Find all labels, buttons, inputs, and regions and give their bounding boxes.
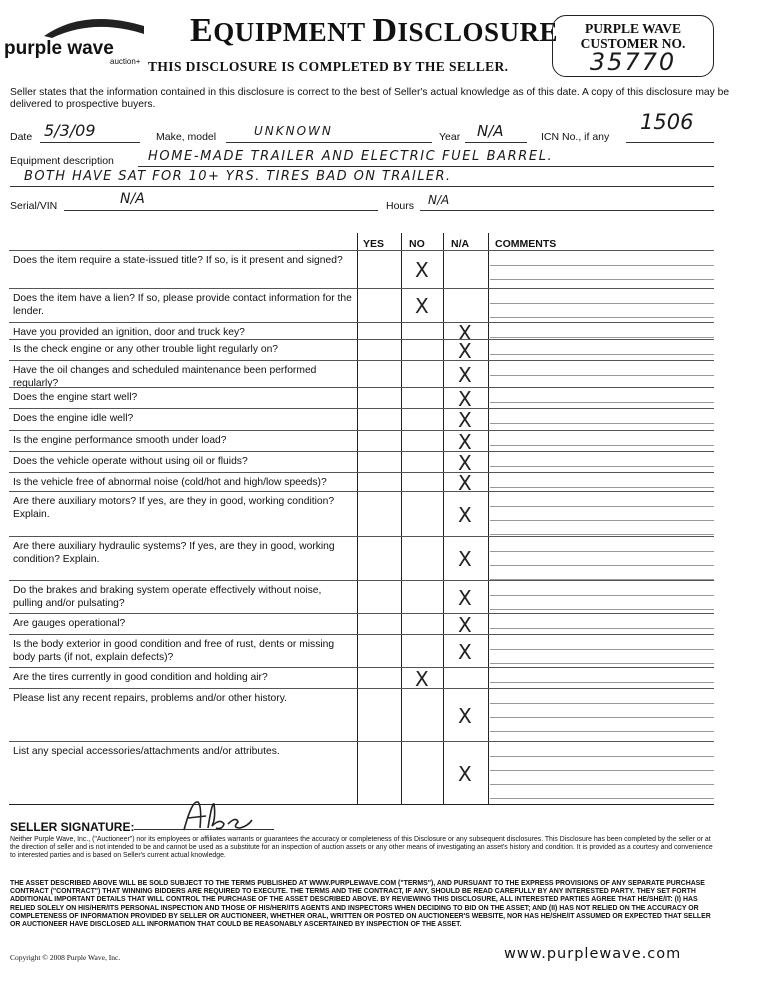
question-text: Have the oil changes and scheduled maintenance been performed regularly? xyxy=(13,365,317,389)
date-field[interactable] xyxy=(40,121,140,143)
answer-mark: X xyxy=(415,666,429,691)
table-row xyxy=(9,321,714,345)
date-label: Date xyxy=(10,131,33,143)
answer-mark: X xyxy=(458,612,472,637)
customer-number: 35770 xyxy=(589,48,677,76)
make-field[interactable] xyxy=(226,126,432,143)
question-text: List any special accessories/attachments and/or attributes. xyxy=(13,746,280,757)
table-row xyxy=(9,387,714,409)
comment-line[interactable] xyxy=(490,756,714,757)
question-text: Is the check engine or any other trouble light regularly on? xyxy=(13,344,279,355)
comment-line[interactable] xyxy=(490,279,714,280)
table-row xyxy=(9,580,714,614)
column-header-comments: COMMENTS xyxy=(495,238,557,250)
question-text: Does the item have a lien? If so, please provide contact information for the lender. xyxy=(13,293,352,317)
answer-mark: X xyxy=(458,362,472,387)
question-text: Is the vehicle free of abnormal noise (cold/hot and high/low speeds)? xyxy=(13,477,327,488)
column-header-yes: YES xyxy=(363,238,385,250)
question-text: Are gauges operational? xyxy=(13,618,126,629)
answer-mark: X xyxy=(415,294,429,318)
comment-line[interactable] xyxy=(490,595,714,596)
comment-line[interactable] xyxy=(490,609,714,610)
table-row xyxy=(9,451,714,473)
legal-terms-text: THE ASSET DESCRIBED ABOVE WILL BE SOLD SUBJECT TO THE TERMS PUBLISHED AT WWW.PURPLEWAVE.COM ("TERMS"), AND PURSUANT TO THE EXPRESS PROVISIONS OF ANY SEPARATE PURCHASE CONTRACT ("CONTRACT") THAT WINNING BIDDERS ARE REQUIRED TO EXECUTE. THE TERMS AND THE CONTRACT, IF ANY, SHOULD BE READ CAREFULLY BY ANY INTERESTED PARTY. THEY SET FORTH ADDITIONAL IMPORTANT DETAILS THAT WILL CONTROL THE PURCHASE OF THE ASSET DESCRIBED ABOVE. BY REVIEWING THIS DISCLOSURE, ALL INTERESTED PARTIES AGREE THAT HE/SHE/IT: (I) HAS RELIED SOLELY ON HIS/HER/ITS PERSONAL INSPECTION AND THOSE OF HIS/HER/ITS AGENTS AND INSPECTORS WHEN DECIDING TO BID ON THE ASSET; AND (II) HAS NOT RELIED ON THE ACCURACY OR COMPLETENESS OF INFORMATION PROVIDED BY SELLER OR AUCTIONEER, WHETHER ORAL, WRITTEN OR POSTED ON AUCTIONEER'S WEBSITE, NOR HAS HE/SHE/IT ASSUMED OR EXPECTED THAT SELLER OR AUCTIONEER HAVE DISCLOSED ALL INFORMATION THAT COULD BE REASONABLY ASCERTAINED BY INSPECTION OF THE ASSET. xyxy=(10,880,711,929)
comment-line[interactable] xyxy=(490,798,714,799)
comment-line[interactable] xyxy=(490,682,714,683)
answer-mark: X xyxy=(458,703,472,728)
answer-mark: X xyxy=(458,386,472,411)
question-text: Is the body exterior in good condition and free of rust, dents or missing body parts (if not, explain defects)? xyxy=(13,639,335,663)
description-value-2: BOTH HAVE SAT FOR 10+ YRS. TIRES BAD ON TRAILER. xyxy=(24,169,452,184)
customer-label-1: PURPLE WAVE xyxy=(585,21,681,36)
hours-value: N/A xyxy=(428,193,450,207)
comment-line[interactable] xyxy=(490,423,714,424)
year-label: Year xyxy=(439,131,461,143)
column-header-na: N/A xyxy=(451,238,470,250)
icn-label: ICN No., if any xyxy=(541,131,610,143)
question-text: Have you provided an ignition, door and truck key? xyxy=(13,327,245,338)
customer-label-2: CUSTOMER NO. xyxy=(580,36,686,51)
answer-mark: X xyxy=(458,408,472,432)
column-header-no: NO xyxy=(409,238,425,250)
year-value: N/A xyxy=(477,122,504,140)
table-row xyxy=(9,471,714,495)
table-row xyxy=(9,613,714,635)
table-row xyxy=(9,688,714,742)
description-field-line-2[interactable] xyxy=(10,169,714,187)
serial-value: N/A xyxy=(120,191,145,207)
question-text: Does the vehicle operate without using oil or fluids? xyxy=(13,456,248,467)
comment-line[interactable] xyxy=(490,628,714,629)
answer-mark: X xyxy=(458,502,472,527)
table-row xyxy=(9,741,714,806)
comment-line[interactable] xyxy=(490,784,714,785)
signature-divider xyxy=(9,804,714,805)
answer-mark: X xyxy=(458,762,472,786)
comment-line[interactable] xyxy=(490,534,714,535)
svg-text:auction+: auction+ xyxy=(110,57,141,66)
icn-value: 1506 xyxy=(640,110,694,134)
seller-signature-label: SELLER SIGNATURE: xyxy=(10,820,135,834)
table-row xyxy=(9,634,714,668)
comment-line[interactable] xyxy=(490,337,714,338)
comment-line[interactable] xyxy=(490,354,714,355)
answer-mark: X xyxy=(458,429,472,454)
disclaimer-text: Neither Purple Wave, Inc., ("Auctioneer") nor its employees or affiliates warrants or guarantees the accuracy or completeness of this Disclosure or any subsequent disclosures. This Disclosure has been completed by the seller or at the direction of seller and is not intended to be and cannot be used as a substitute for an inspection of auction assets or any other means of investigating an asset's history and condition. It is provided as a courtesy and convenience to interested parties and is based on Seller's current actual knowledge. xyxy=(10,836,713,860)
table-row xyxy=(9,250,714,289)
answer-mark: X xyxy=(415,258,429,282)
question-text: Does the engine idle well? xyxy=(13,413,134,424)
table-row xyxy=(9,360,714,388)
serial-field[interactable] xyxy=(64,193,378,211)
question-text: Are the tires currently in good condition and holding air? xyxy=(13,672,268,683)
question-text: Are there auxiliary hydraulic systems? If yes, are they in good, working condition? Explain. xyxy=(13,541,335,565)
table-row xyxy=(9,491,714,537)
comment-line[interactable] xyxy=(490,770,714,771)
comment-line[interactable] xyxy=(490,402,714,403)
question-text: Please list any recent repairs, problems and/or other history. xyxy=(13,693,287,704)
table-row xyxy=(9,288,714,323)
description-field-line-1[interactable] xyxy=(138,149,714,167)
question-text: Does the item require a state-issued title? If so, is it present and signed? xyxy=(13,255,343,266)
page-title: EQUIPMENT DISCLOSURE xyxy=(190,12,559,49)
customer-number-box xyxy=(552,15,714,77)
icn-field[interactable] xyxy=(626,110,714,143)
comment-line[interactable] xyxy=(490,703,714,704)
purple-wave-logo xyxy=(4,12,154,68)
hours-label: Hours xyxy=(386,200,415,212)
table-row xyxy=(9,408,714,431)
comment-line[interactable] xyxy=(490,317,714,318)
answer-mark: X xyxy=(458,471,472,495)
comment-line[interactable] xyxy=(490,717,714,718)
hours-field[interactable] xyxy=(420,193,714,211)
answer-mark: X xyxy=(458,547,472,571)
copyright: Copyright © 2008 Purple Wave, Inc. xyxy=(10,953,121,962)
year-field[interactable] xyxy=(465,122,527,143)
table-row xyxy=(9,536,714,581)
description-value-1: HOME-MADE TRAILER AND ELECTRIC FUEL BARREL. xyxy=(148,149,554,164)
question-text: Does the engine start well? xyxy=(13,392,138,403)
website-link[interactable]: www.purplewave.com xyxy=(504,946,682,962)
make-value: UNKNOWN xyxy=(254,124,333,138)
comment-line[interactable] xyxy=(490,265,714,266)
question-text: Is the engine performance smooth under load? xyxy=(13,435,227,446)
question-text: Are there auxiliary motors? If yes, are they in good, working condition? Explain. xyxy=(13,496,335,520)
answer-mark: X xyxy=(458,338,472,363)
description-label: Equipment description xyxy=(10,155,114,167)
intro-text: Seller states that the information contained in this disclosure is correct to the best of Seller's actual knowledge as of this date. A copy of this disclosure may be delivered to prospective buyers. xyxy=(10,87,730,110)
page-subtitle: THIS DISCLOSURE IS COMPLETED BY THE SELLER. xyxy=(148,59,509,74)
comment-line[interactable] xyxy=(490,520,714,521)
seller-signature xyxy=(178,798,258,838)
table-row xyxy=(9,430,714,452)
serial-label: Serial/VIN xyxy=(10,200,58,212)
comment-line[interactable] xyxy=(490,649,714,650)
disclosure-table xyxy=(9,233,714,805)
comment-line[interactable] xyxy=(490,445,714,446)
comment-line[interactable] xyxy=(490,663,714,664)
question-text: Do the brakes and braking system operate effectively without noise, pulling and/or pulsating? xyxy=(13,585,322,609)
svg-text:purple wave: purple wave xyxy=(4,38,114,59)
comment-line[interactable] xyxy=(490,466,714,467)
table-row xyxy=(9,667,714,689)
make-label: Make, model xyxy=(156,131,217,143)
date-value: 5/3/09 xyxy=(44,121,96,140)
comment-line[interactable] xyxy=(490,506,714,507)
comment-line[interactable] xyxy=(490,731,714,732)
answer-mark: X xyxy=(458,585,472,610)
table-row xyxy=(9,339,714,361)
answer-mark: X xyxy=(458,450,472,475)
answer-mark: X xyxy=(458,321,472,345)
comment-line[interactable] xyxy=(490,303,714,304)
comment-line[interactable] xyxy=(490,565,714,566)
comment-line[interactable] xyxy=(490,551,714,552)
comment-line[interactable] xyxy=(490,487,714,488)
comment-line[interactable] xyxy=(490,375,714,376)
answer-mark: X xyxy=(458,639,472,664)
